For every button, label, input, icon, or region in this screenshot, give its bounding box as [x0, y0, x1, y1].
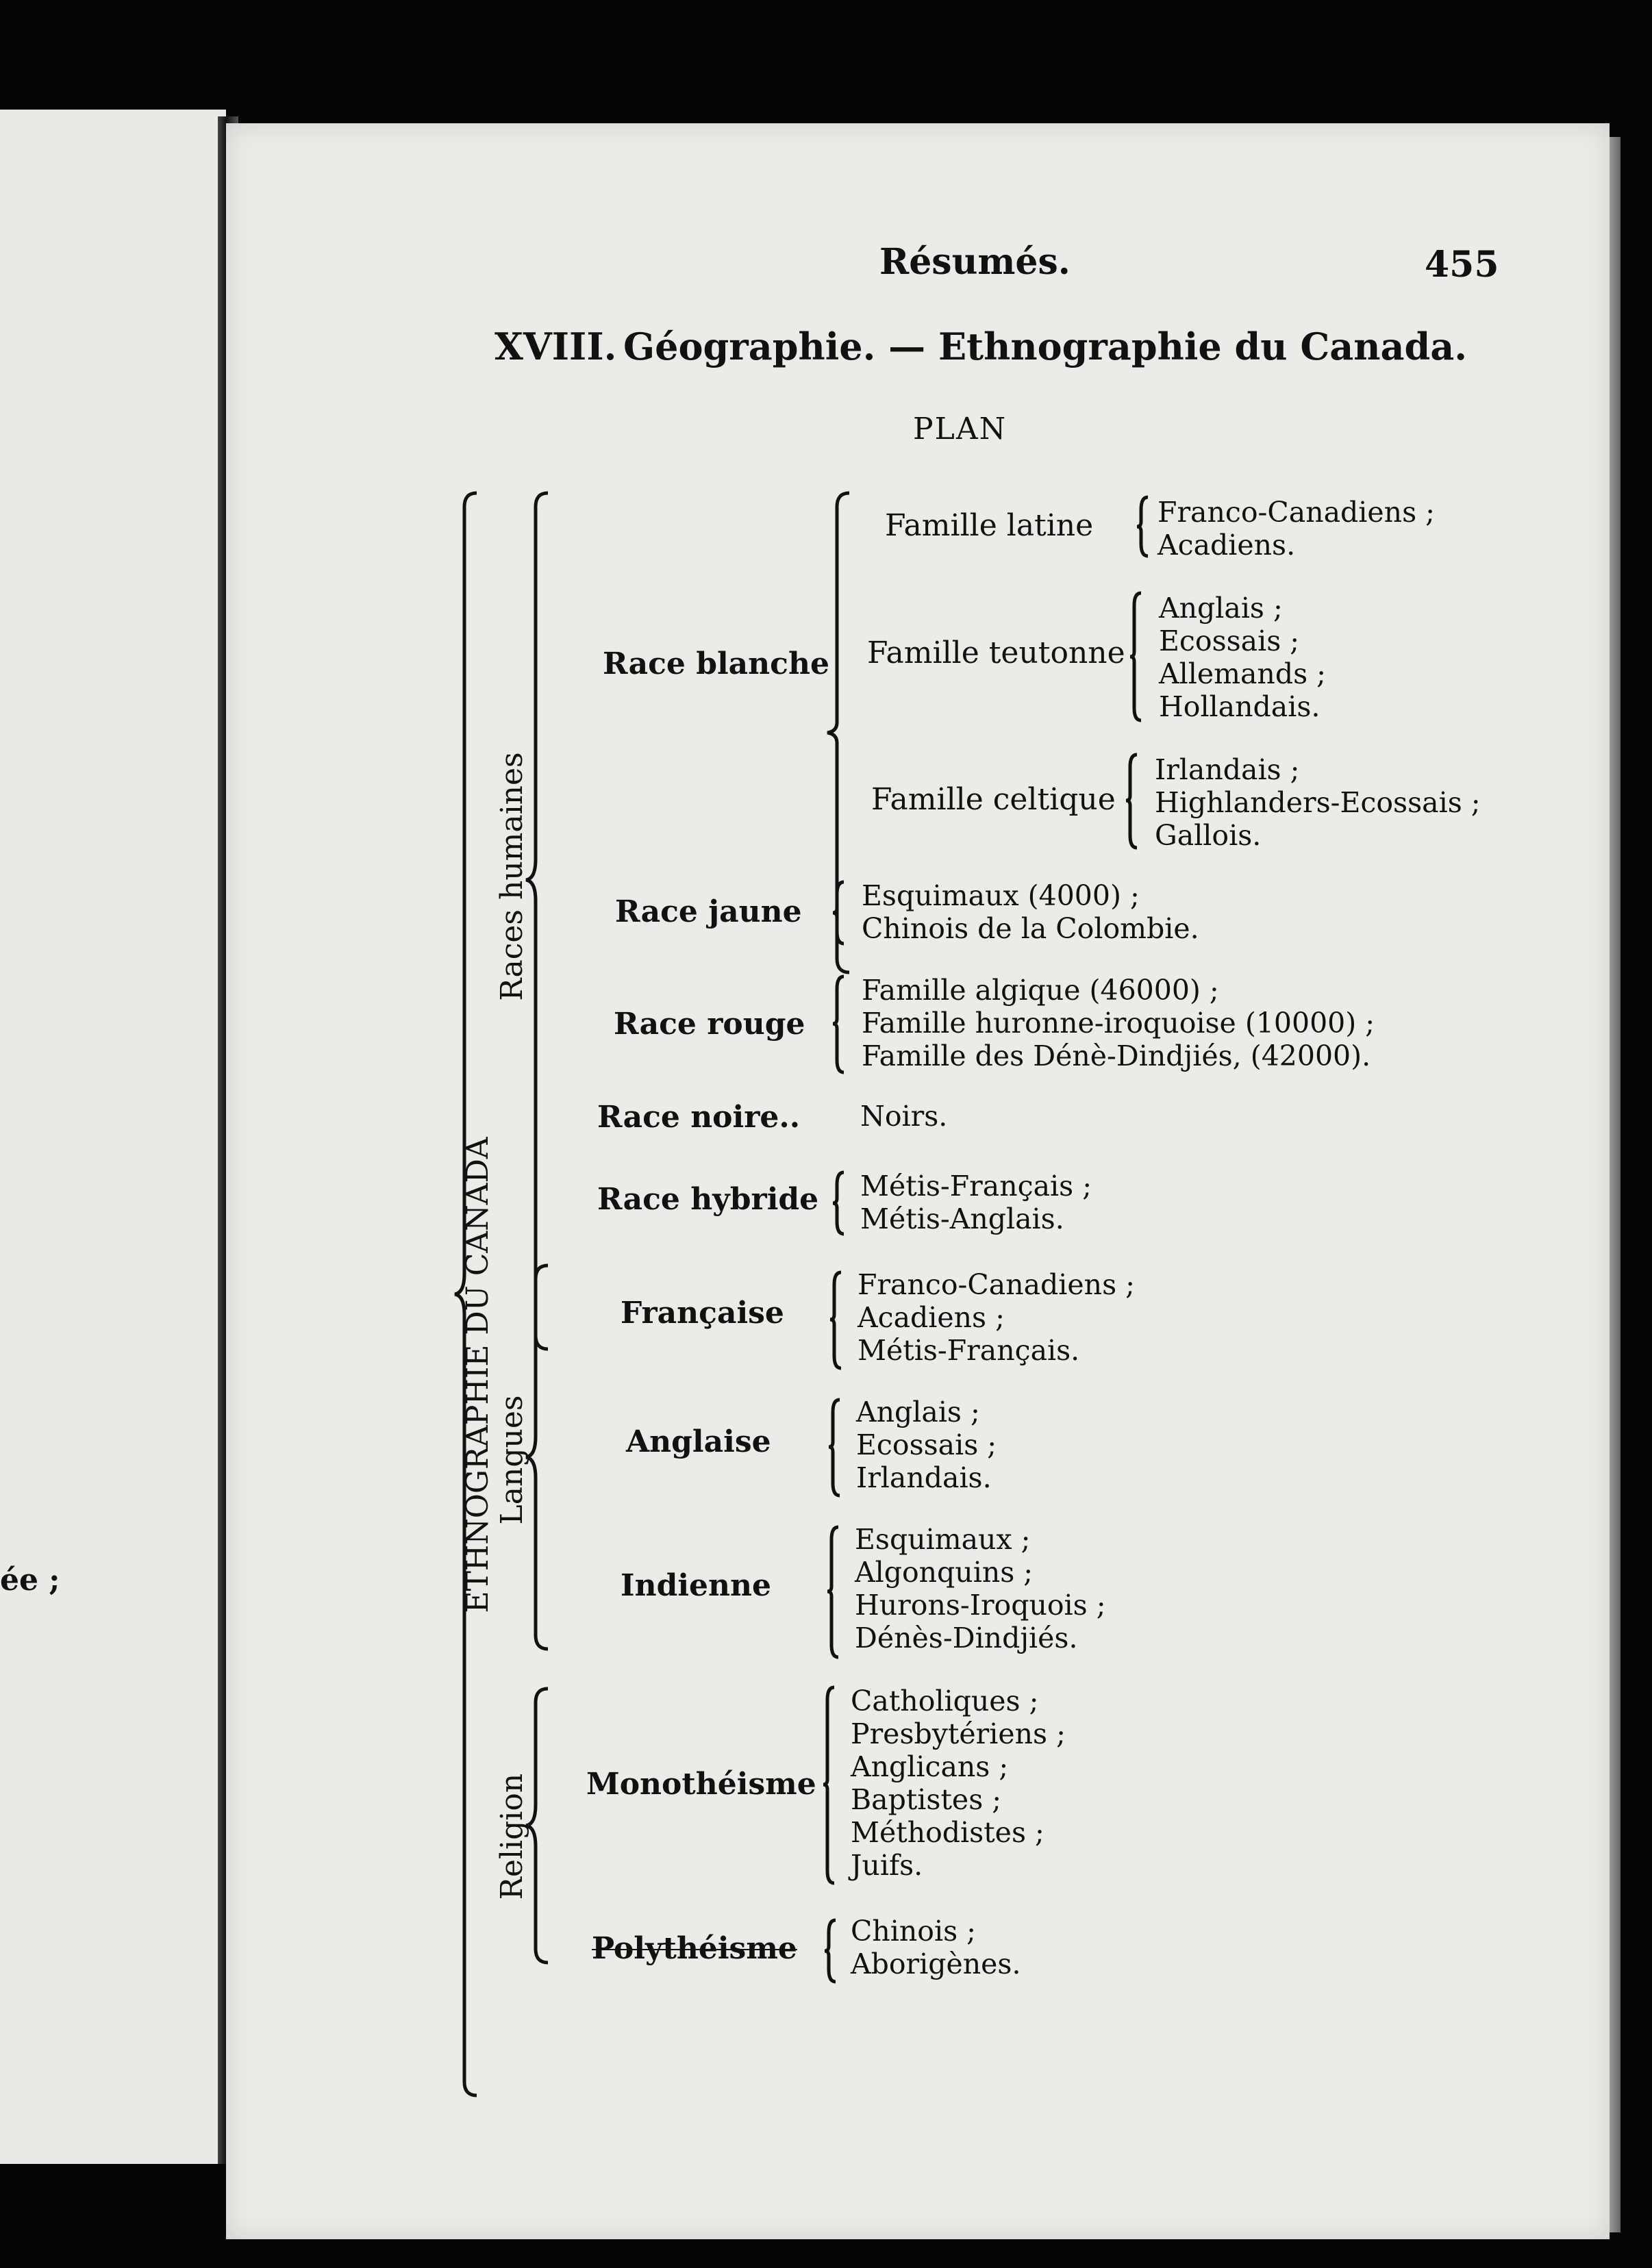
famille-celtique-item: Irlandais ; [1155, 753, 1300, 786]
race-blanche-label: Race blanche [603, 646, 829, 681]
monotheisme-item: Méthodistes ; [851, 1816, 1044, 1849]
race-jaune-item: Chinois de la Colombie. [862, 912, 1199, 945]
indienne-brace [826, 1526, 840, 1659]
section-number: XVIII. [495, 325, 617, 368]
left-page-fragment: ée ; [0, 1563, 60, 1598]
famille-celtique-item: Highlanders-Ecossais ; [1155, 786, 1481, 819]
race-rouge-item: Famille huronne-iroquoise (10000) ; [862, 1007, 1375, 1040]
polytheisme-item: Chinois ; [851, 1915, 976, 1948]
monotheisme-item: Baptistes ; [851, 1783, 1002, 1816]
group-label-religion: Religion [495, 1773, 529, 1900]
famille-celtique-item: Gallois. [1155, 819, 1262, 852]
francaise-item: Acadiens ; [858, 1301, 1005, 1334]
famille-latine-item: Acadiens. [1157, 529, 1296, 562]
famille-teutonne-item: Anglais ; [1159, 592, 1283, 625]
race-hybride-brace [831, 1171, 845, 1235]
famille-teutonne-item: Ecossais ; [1159, 625, 1300, 657]
anglaise-item: Ecossais ; [856, 1428, 997, 1461]
races-brace [523, 493, 551, 1349]
famille-teutonne-label: Famille teutonne [867, 635, 1125, 670]
monotheisme-item: Presbytériens ; [851, 1717, 1066, 1750]
left-page [0, 110, 226, 2164]
race-jaune-brace [831, 881, 845, 945]
race-rouge-item: Famille algique (46000) ; [862, 974, 1219, 1007]
section-title: Géographie. — Ethnographie du Canada. [623, 325, 1468, 368]
francaise-label: Française [621, 1296, 784, 1331]
anglaise-item: Anglais ; [856, 1396, 980, 1428]
monotheisme-label: Monothéisme [586, 1767, 816, 1802]
race-noire-label: Race noire.. [597, 1100, 801, 1135]
race-jaune-item: Esquimaux (4000) ; [862, 879, 1140, 912]
monotheisme-item: Juifs. [851, 1849, 923, 1882]
famille-latine-label: Famille latine [885, 508, 1094, 543]
famille-teutonne-item: Hollandais. [1159, 690, 1321, 723]
teutonne-brace [1129, 592, 1142, 722]
langues-brace [523, 1265, 551, 1649]
indienne-item: Hurons-Iroquois ; [855, 1589, 1106, 1622]
anglaise-label: Anglaise [626, 1424, 771, 1459]
indienne-label: Indienne [621, 1568, 772, 1603]
indienne-item: Dénès-Dindjiés. [855, 1622, 1078, 1654]
page-number: 455 [1425, 244, 1499, 286]
celtique-brace [1125, 753, 1138, 849]
famille-latine-item: Franco-Canadiens ; [1157, 496, 1435, 529]
race-hybride-item: Métis-Anglais. [860, 1202, 1064, 1235]
root-label: ETHNOGRAPHIE DU CANADA [460, 1137, 495, 1613]
indienne-item: Esquimaux ; [855, 1523, 1031, 1556]
polytheisme-brace [823, 1919, 837, 1983]
group-label-races: Races humaines [495, 752, 529, 1001]
race-rouge-label: Race rouge [614, 1007, 805, 1042]
running-title: Résumés. [879, 241, 1071, 283]
anglaise-item: Irlandais. [856, 1461, 992, 1494]
polytheisme-label: Polythéisme [592, 1931, 797, 1966]
monotheisme-brace [822, 1686, 836, 1885]
race-rouge-item: Famille des Dénè-Dindjiés, (42000). [862, 1040, 1371, 1072]
race-hybride-item: Métis-Français ; [860, 1170, 1092, 1202]
francaise-item: Métis-Français. [858, 1334, 1080, 1367]
francaise-brace [829, 1271, 842, 1370]
monotheisme-item: Anglicans ; [851, 1750, 1009, 1783]
page [226, 123, 1610, 2239]
root-brace [452, 493, 479, 2095]
race-jaune-label: Race jaune [615, 894, 802, 929]
famille-teutonne-item: Allemands ; [1159, 657, 1326, 690]
monotheisme-item: Catholiques ; [851, 1685, 1039, 1717]
race-rouge-brace [831, 975, 845, 1074]
race-hybride-label: Race hybride [597, 1182, 819, 1217]
plan-label: PLAN [913, 412, 1008, 446]
anglaise-brace [827, 1398, 841, 1497]
famille-celtique-label: Famille celtique [871, 782, 1116, 817]
race-noire-item: Noirs. [860, 1100, 948, 1133]
polytheisme-item: Aborigènes. [851, 1948, 1021, 1980]
francaise-item: Franco-Canadiens ; [858, 1268, 1135, 1301]
indienne-item: Algonquins ; [855, 1556, 1034, 1589]
religion-brace [523, 1689, 551, 1963]
group-label-langues: Langues [495, 1395, 529, 1525]
latine-brace [1136, 496, 1149, 557]
